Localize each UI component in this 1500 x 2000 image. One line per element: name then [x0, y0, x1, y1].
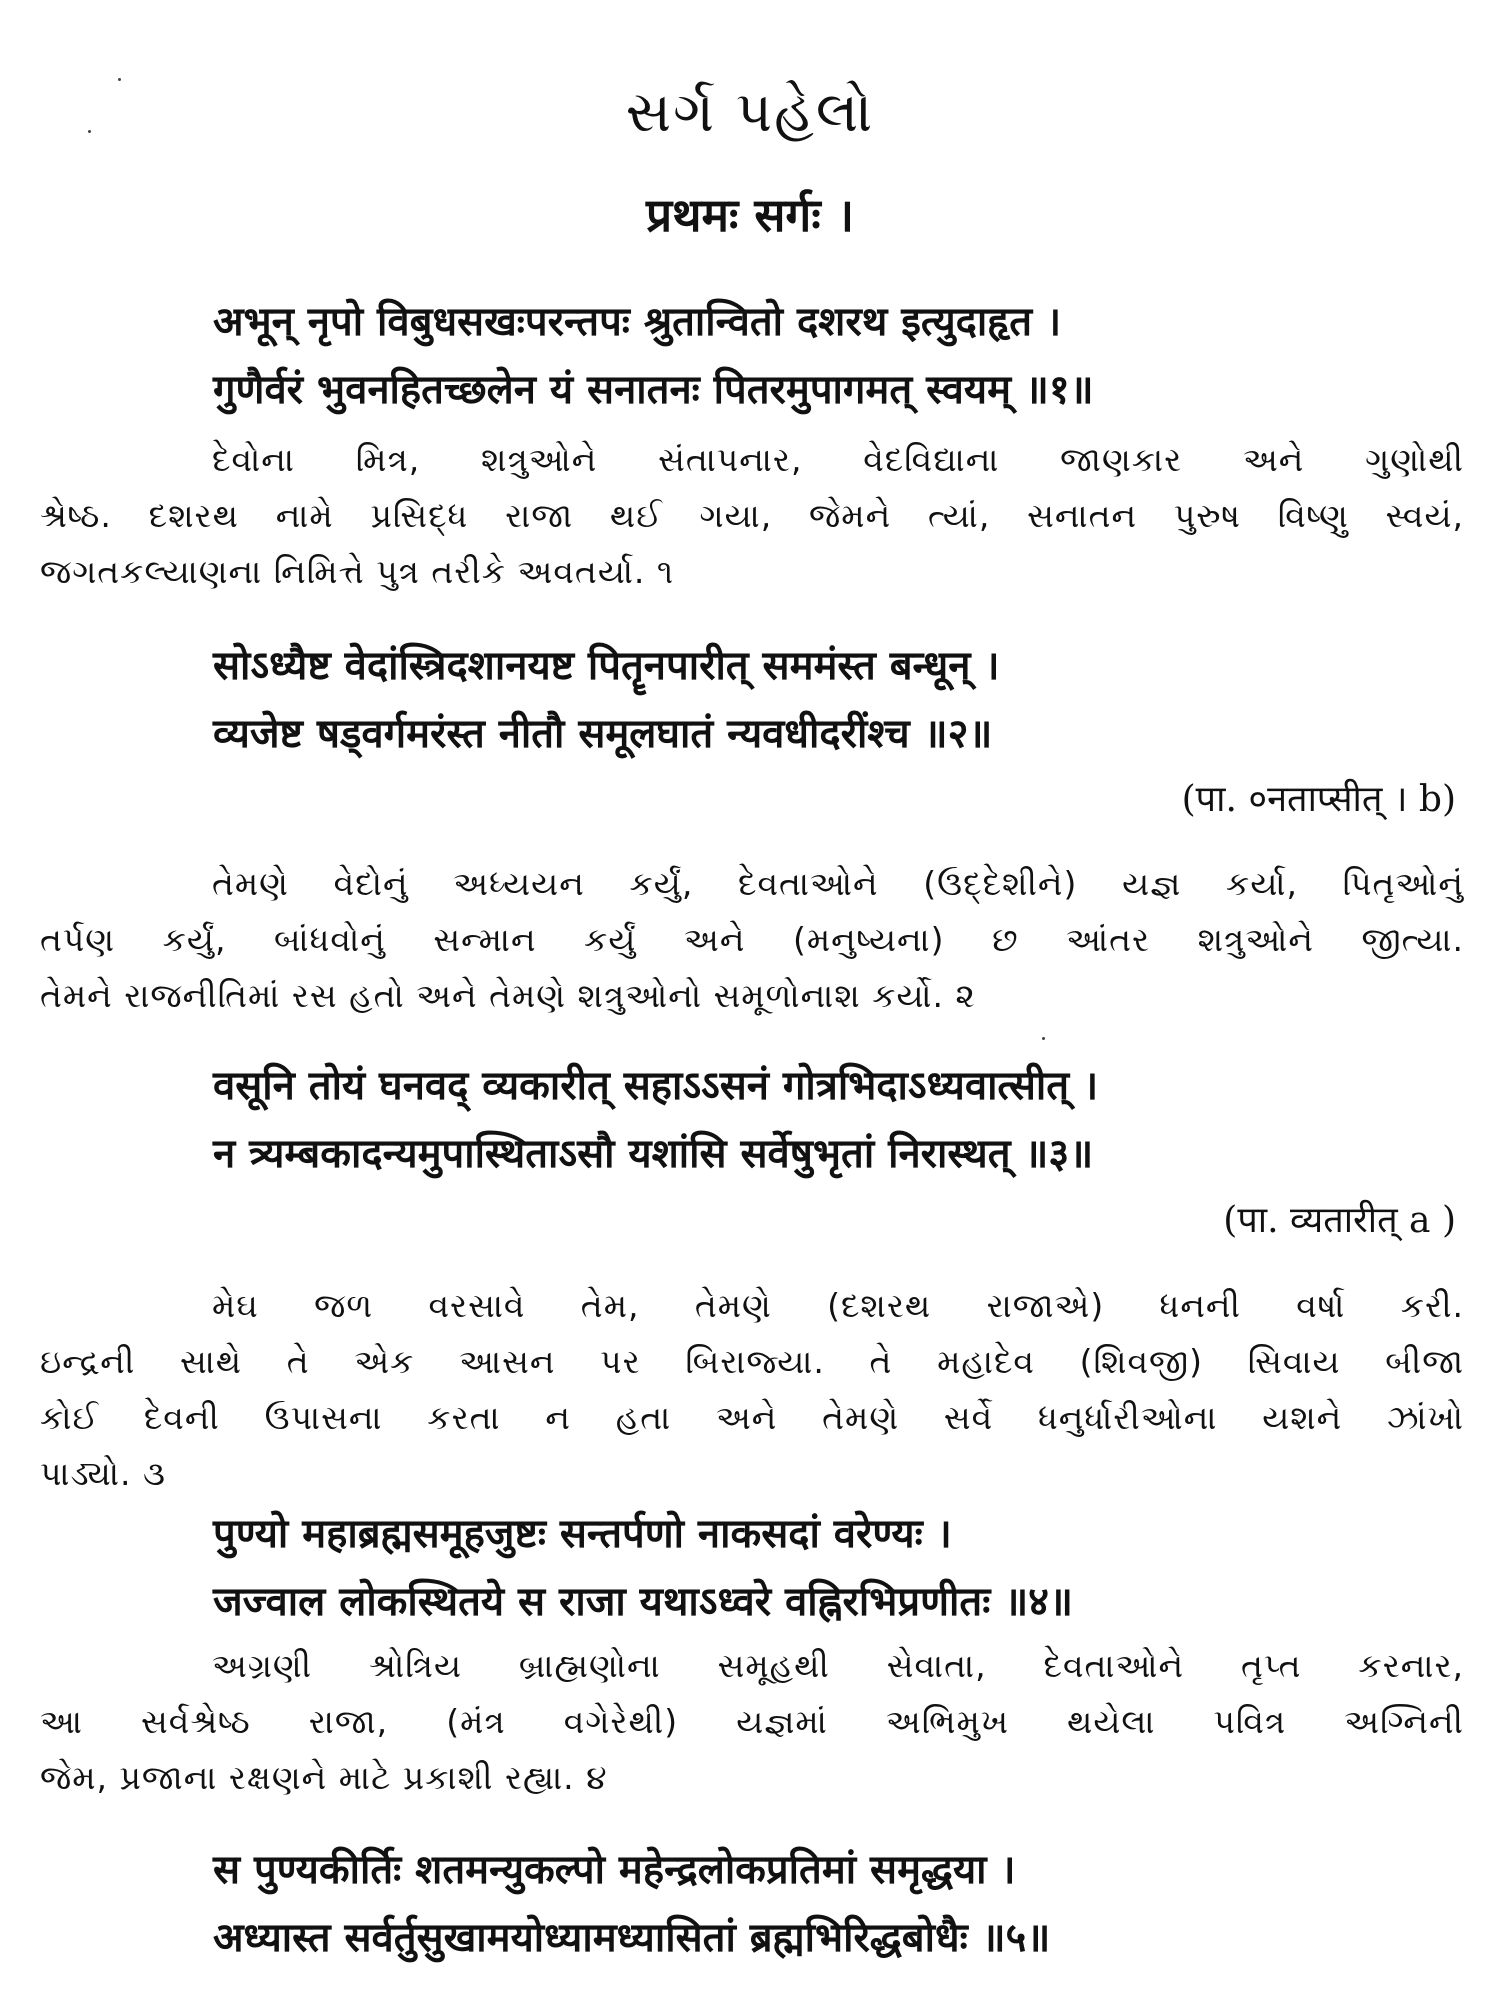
- translation-line: પાડ્યો. ૩: [40, 1454, 166, 1493]
- verse-line: जज्वाल लोकस्थितये स राजा यथाऽध्वरे वह्निरभिप्रणीतः ॥४॥: [213, 1578, 1073, 1625]
- verse-5: [213, 1836, 1463, 1972]
- translation-line: જેમ, પ્રજાના રક્ષણને માટે પ્રકાશી રહ્યા. ૪: [40, 1758, 608, 1797]
- variant-reading-3: (पा. व्यतारीत् a ): [1223, 1200, 1456, 1241]
- verse-line: पुण्यो महाब्रह्मसमूहजुष्टः सन्तर्पणो नाकसदां वरेण्यः ।: [213, 1510, 952, 1557]
- verse-line: व्यजेष्ट षड्वर्गमरंस्त नीतौ समूलघातं न्यवधीदरींश्च ॥२॥: [213, 710, 993, 757]
- translation-line: તર્પણ કર્યું, બાંધવોનું સન્માન કર્યું અને (મનુષ્યના) છ આંતર શત્રુઓને જીત્યા.: [40, 920, 1464, 959]
- chapter-title-gujarati: સર્ગ પહેલો: [625, 80, 875, 145]
- translation-line: ઇન્દ્રની સાથે તે એક આસન પર બિરાજ્યા. તે મહાદેવ (શિવજી) સિવાય બીજા: [40, 1342, 1464, 1381]
- translation-line: શ્રેષ્ઠ. દશરથ નામે પ્રસિદ્ધ રાજા થઈ ગયા, જેમને ત્યાં, સનાતન પુરુષ વિષ્ણુ સ્વયં,: [40, 496, 1464, 535]
- translation-3: [40, 1278, 1464, 1502]
- translation-line: તેમણે વેદોનું અધ્યયન કર્યું, દેવતાઓને (ઉદ્દેશીને) યજ્ઞ કર્યા, પિતૃઓનું: [212, 864, 1464, 903]
- verse-line: सोऽध्यैष्ट वेदांस्त्रिदशानयष्ट पितॄनपारीत् सममंस्त बन्धून् ।: [213, 642, 1000, 689]
- translation-2: [40, 856, 1464, 1024]
- verse-line: गुणैर्वरं भुवनहितच्छलेन यं सनातनः पितरमुपागमत् स्वयम् ॥१॥: [213, 366, 1094, 413]
- translation-line: આ સર્વશ્રેષ્ઠ રાજા, (મંત્ર વગેરેથી) યજ્ઞમાં અભિમુખ થયેલા પવિત્ર અગ્નિની: [40, 1702, 1464, 1741]
- translation-4: [40, 1638, 1464, 1806]
- verse-2: [213, 632, 1463, 768]
- verse-1: [213, 288, 1463, 424]
- verse-line: स पुण्यकीर्तिः शतमन्युकल्पो महेन्द्रलोकप्रतिमां समृद्धया ।: [213, 1846, 1016, 1893]
- verse-3: [213, 1052, 1463, 1188]
- verse-line: वसूनि तोयं घनवद् व्यकारीत् सहाऽऽसनं गोत्रभिदाऽध्यवात्सीत् ।: [213, 1062, 1099, 1109]
- translation-line: કોઈ દેવની ઉપાસના કરતા ન હતા અને તેમણે સર્વે ધનુર્ધારીઓના યશને ઝાંખો: [40, 1398, 1464, 1437]
- verse-line: अभून् नृपो विबुधसखःपरन्तपः श्रुतान्वितो दशरथ इत्युदाहृत ।: [213, 298, 1062, 345]
- translation-line: તેમને રાજનીતિમાં રસ હતો અને તેમણે શત્રુઓનો સમૂળોનાશ કર્યો. ૨: [40, 976, 976, 1015]
- variant-reading-2: (पा. ०नताप्सीत् । b): [1181, 779, 1456, 820]
- verse-line: अध्यास्त सर्वर्तुसुखामयोध्यामध्यासितां ब्रह्मभिरिद्धबोधैः ॥५॥: [213, 1914, 1051, 1961]
- translation-line: દેવોના મિત્ર, શત્રુઓને સંતાપનાર, વેદવિદ્યાના જાણકાર અને ગુણોથી: [212, 440, 1464, 479]
- verse-line: न त्र्यम्बकादन्यमुपास्थिताऽसौ यशांसि सर्वेषुभृतां निरास्थत् ॥३॥: [213, 1130, 1094, 1177]
- translation-line: જગતકલ્યાણના નિમિત્તે પુત્ર તરીકે અવતર્યા. ૧: [40, 552, 675, 591]
- chapter-title-sanskrit: प्रथमः सर्गः ।: [645, 188, 855, 242]
- scan-speck: [1042, 1037, 1045, 1040]
- translation-line: અગ્રણી શ્રોત્રિય બ્રાહ્મણોના સમૂહથી સેવાતા, દેવતાઓને તૃપ્ત કરનાર,: [212, 1646, 1464, 1685]
- verse-4: [213, 1500, 1463, 1636]
- translation-line: મેઘ જળ વરસાવે તેમ, તેમણે (દશરથ રાજાએ) ધનની વર્ષા કરી.: [212, 1286, 1464, 1325]
- translation-1: [40, 432, 1464, 600]
